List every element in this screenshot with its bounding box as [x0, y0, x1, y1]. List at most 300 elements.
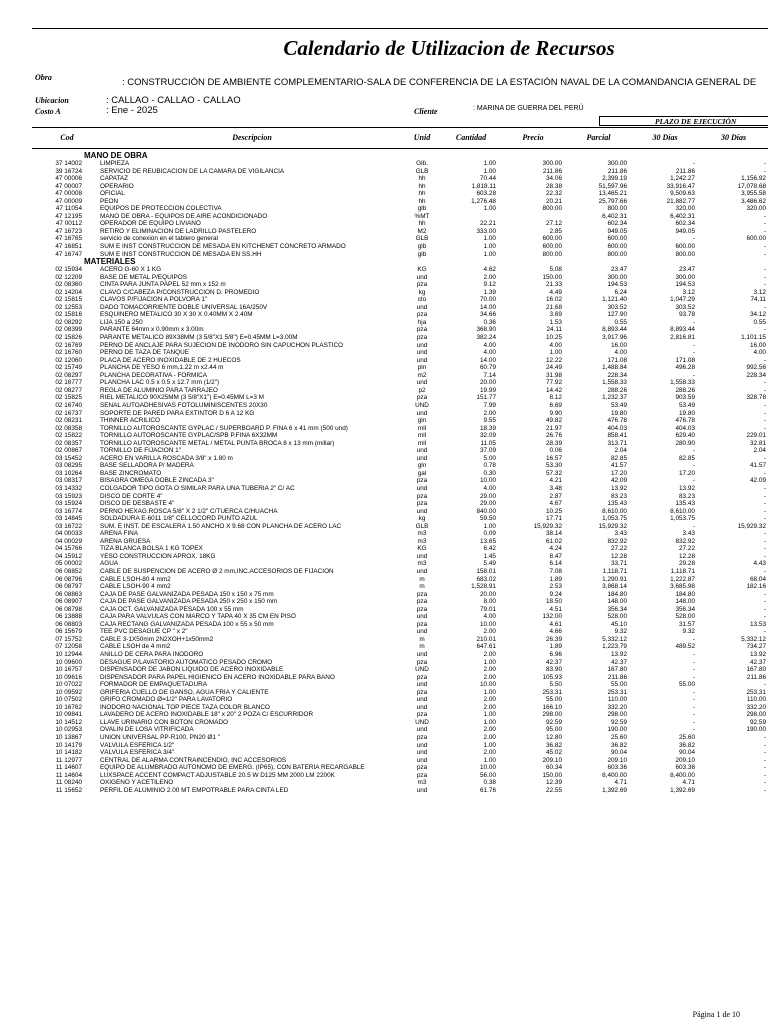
cell-descripcion: LLAVE URINARIO CON BOTON CROMADO — [100, 718, 228, 726]
cell-precio: 9.24 — [549, 590, 562, 598]
table-row — [32, 538, 768, 546]
col-parcial: Parcial — [586, 133, 611, 142]
cell-dias-1: - — [692, 651, 695, 658]
cell-parcial: 313.71 — [607, 439, 627, 447]
cell-precio: 42.37 — [546, 658, 562, 666]
cell-dias-2: 42.37 — [750, 658, 766, 666]
table-row — [32, 530, 768, 538]
cell-cod: 03 14332 — [55, 484, 82, 492]
cell-dias-1: 53.49 — [679, 401, 695, 409]
table-row — [32, 432, 768, 440]
table-row — [32, 598, 768, 606]
cell-cantidad: 10.00 — [480, 477, 496, 485]
cell-unid: und — [416, 756, 428, 764]
cell-cod: 02 16777 — [55, 379, 82, 387]
cell-unid: m — [419, 643, 425, 651]
table-row — [32, 175, 768, 183]
cell-parcial: 211.86 — [607, 167, 627, 175]
cell-cod: 03 16774 — [55, 507, 82, 515]
table-row — [32, 523, 768, 531]
cell-dias-2: - — [763, 409, 766, 417]
cell-dias-1: - — [692, 318, 695, 326]
cell-unid: pza — [416, 492, 428, 500]
cell-descripcion: TIZA BLANCA BOLSA 1 KG TOPEX — [100, 545, 203, 553]
cell-cod: 02 00867 — [55, 447, 82, 455]
cell-unid: und — [416, 379, 428, 387]
cell-cantidad: 61.76 — [480, 786, 496, 794]
cell-cod: 02 12209 — [55, 273, 82, 281]
cell-unid: und — [416, 786, 428, 794]
cell-dias-1: - — [692, 160, 695, 167]
cell-precio: 3.48 — [549, 484, 562, 492]
table-row — [32, 243, 768, 251]
cell-unid: m3 — [417, 779, 427, 787]
cell-cantidad: 2.00 — [483, 628, 496, 636]
cell-dias-2: 734.27 — [746, 643, 766, 651]
cell-cod: 11 14607 — [55, 764, 82, 772]
cell-descripcion: PARANTE 64mm x 0.90mm x 3.00m — [100, 326, 204, 334]
cell-precio: 12.22 — [546, 356, 562, 364]
table-row — [32, 440, 768, 448]
cell-cantidad: 4.00 — [483, 341, 496, 349]
col-cantidad: Cantidad — [455, 133, 487, 142]
cell-cantidad: 333.00 — [476, 227, 496, 235]
cell-dias-2: 3.12 — [753, 288, 766, 296]
cell-dias-1: - — [692, 235, 695, 243]
cell-dias-1: 404.03 — [675, 424, 695, 432]
cell-dias-2: - — [763, 507, 766, 515]
cell-dias-1: 288.26 — [675, 386, 695, 394]
cell-precio: 18.50 — [546, 598, 562, 606]
table-row — [32, 342, 768, 350]
cell-precio: 9.90 — [549, 409, 562, 417]
cell-cod: 03 10264 — [55, 469, 82, 477]
cell-dias-2: 34.12 — [750, 311, 766, 319]
cell-cantidad: 1.45 — [483, 552, 496, 560]
cell-cod: 11 15652 — [55, 786, 82, 794]
cell-parcial: 55.00 — [611, 681, 627, 689]
cell-precio: 57.32 — [546, 469, 562, 477]
cell-cod: 02 16737 — [55, 409, 82, 417]
cell-unid: UND — [415, 401, 429, 409]
cell-dias-2: 5,332.12 — [741, 635, 766, 643]
table-row — [32, 281, 768, 289]
cell-dias-2: 190.00 — [746, 726, 766, 734]
cell-unid: cto — [417, 296, 427, 304]
col-cod: Cod — [60, 133, 74, 142]
table-row — [32, 417, 768, 425]
cell-dias-1: 31.57 — [679, 620, 695, 628]
cell-descripcion: PEON — [100, 197, 119, 205]
cell-dias-2: - — [763, 417, 766, 425]
cell-cod: 04 00029 — [55, 537, 82, 545]
cell-cod: 03 08317 — [55, 477, 82, 485]
cell-dias-1: 93.78 — [679, 311, 695, 319]
cell-parcial: 42.09 — [611, 477, 627, 485]
cell-unid: und — [416, 726, 428, 734]
cell-precio: 4.49 — [549, 288, 562, 296]
cell-descripcion: SUM. E INST. DE ESCALERA 1.50 ANCHO X 9.68 CON PLANCHA DE ACERO LAC — [100, 522, 342, 530]
cell-descripcion: INODORO NACIONAL TOP PIECE TAZA COLOR BLANCO — [100, 703, 270, 711]
cell-cod: 02 16769 — [55, 341, 82, 349]
cell-dias-2: - — [763, 243, 766, 251]
cell-cod: 02 12060 — [55, 356, 82, 364]
cell-cantidad: 368.90 — [476, 326, 496, 334]
cell-cod: 47 16723 — [55, 227, 82, 235]
cell-parcial: 1,488.84 — [602, 364, 627, 372]
cell-unid: UND — [415, 718, 429, 726]
table-row — [32, 319, 768, 327]
cell-cantidad: 10.00 — [480, 681, 496, 689]
cell-precio: 800.00 — [542, 250, 562, 258]
cell-precio: 2.53 — [549, 583, 562, 591]
cell-unid: mll — [417, 432, 427, 440]
cell-cod: 02 15816 — [55, 311, 82, 319]
table-row — [32, 772, 768, 780]
cell-cod: 47 11054 — [55, 205, 82, 213]
table-row — [32, 198, 768, 206]
cell-dias-2: - — [763, 492, 766, 500]
cell-cod: 10 14182 — [55, 749, 82, 757]
cell-precio: 105.93 — [542, 673, 562, 681]
cell-dias-2: 13.92 — [750, 651, 766, 658]
cell-cantidad: 1.00 — [483, 658, 496, 666]
cell-dias-1: 603.36 — [675, 764, 695, 772]
section-heading — [32, 152, 768, 160]
cell-cantidad: 2.00 — [483, 696, 496, 704]
cell-cantidad: 1,528.91 — [471, 583, 496, 591]
cell-cod: 02 08292 — [55, 318, 82, 326]
cell-dias-2: 211.86 — [746, 673, 766, 681]
cell-dias-1: 25.60 — [679, 734, 695, 742]
cell-dias-1: 135.43 — [675, 500, 695, 508]
cell-dias-2: 110.00 — [746, 696, 766, 704]
cell-cod: 02 08231 — [55, 417, 82, 425]
cell-cod: 39 16724 — [55, 167, 82, 175]
cell-dias-1: 2,816.81 — [670, 334, 695, 342]
cell-cantidad: 1.00 — [483, 741, 496, 749]
cell-dias-2: 2.04 — [753, 447, 766, 455]
cell-cod: 02 15825 — [55, 394, 82, 402]
cell-dias-1: - — [692, 673, 695, 681]
cell-precio: 4.61 — [549, 620, 562, 628]
table-row — [32, 643, 768, 651]
cell-parcial: 12.28 — [611, 552, 627, 560]
cell-descripcion: FORMADOR DE EMPAQUETADURA — [100, 681, 207, 689]
cell-dias-2: 42.09 — [750, 477, 766, 485]
cell-parcial: 528.00 — [607, 613, 627, 621]
table-row — [32, 674, 768, 682]
cell-dias-1: 4.71 — [682, 779, 695, 787]
cell-precio: 12.39 — [546, 779, 562, 787]
cell-parcial: 1,232.37 — [602, 394, 627, 402]
cell-dias-1: - — [692, 447, 695, 455]
cell-descripcion: CAPATAZ — [100, 175, 129, 183]
cell-unid: pza — [416, 620, 428, 628]
cell-unid: pza — [416, 334, 428, 342]
cell-unid: und — [416, 552, 428, 560]
table-row — [32, 168, 768, 176]
cell-descripcion: PLACA DE ACERO INOXIDABLE DE 2 HUECOS — [100, 356, 241, 364]
cell-dias-2: 3,486.62 — [741, 197, 766, 205]
cell-dias-2: - — [763, 356, 766, 364]
cell-cantidad: 2.00 — [483, 726, 496, 734]
cell-unid: und — [416, 356, 428, 364]
cell-descripcion: OXIGENO Y ACETILENO — [100, 779, 174, 787]
cell-cod: 03 16722 — [55, 522, 82, 530]
table-row — [32, 470, 768, 478]
cell-cantidad: 1,276.48 — [471, 197, 496, 205]
cell-precio: 132.00 — [542, 613, 562, 621]
cell-dias-1: - — [692, 462, 695, 470]
cell-descripcion: OPERARIO — [100, 182, 134, 190]
section-title: MANO DE OBRA — [84, 152, 148, 160]
cell-parcial: 600.00 — [607, 235, 627, 243]
cell-parcial: 298.00 — [607, 711, 627, 719]
cell-dias-1: 21,882.77 — [666, 197, 695, 205]
cell-unid: pza — [416, 477, 428, 485]
cell-dias-2: 68.04 — [750, 575, 766, 583]
cell-precio: 21.97 — [546, 424, 562, 432]
cell-precio: 53.30 — [546, 462, 562, 470]
cell-unid: und — [416, 349, 428, 357]
cell-unid: pza — [416, 764, 428, 772]
cell-descripcion: DISCO DE DESBASTE 4" — [100, 500, 175, 508]
cell-descripcion: COLGADOR TIPO GOTA O SIMILAR PARA UNA TUBERIA 2" C/ AC — [100, 484, 295, 492]
page-number: Página 1 de 10 — [692, 1010, 740, 1019]
cell-dias-1: 13.92 — [679, 484, 695, 492]
table-row — [32, 515, 768, 523]
cell-dias-2: - — [763, 613, 766, 621]
cell-descripcion: TORNILLO AUTOROSCANTE GYPLAC / SUPERBOARD P. FINA 6 x 41 mm (500 und) — [100, 424, 348, 432]
table-row — [32, 357, 768, 365]
cell-precio: 10.25 — [546, 334, 562, 342]
cell-cantidad: 20.00 — [480, 379, 496, 387]
cell-dias-2: - — [763, 386, 766, 394]
cell-cantidad: 6.42 — [483, 545, 496, 553]
costo-label: Costo A — [35, 107, 61, 116]
table-row — [32, 711, 768, 719]
cell-dias-1: 1,118.71 — [670, 567, 695, 575]
table-row — [32, 636, 768, 644]
cell-cantidad: 0.78 — [483, 462, 496, 470]
cell-dias-1: 8,610.00 — [670, 507, 695, 515]
cell-dias-2: 41.57 — [750, 462, 766, 470]
cell-unid: und — [416, 696, 428, 704]
cell-descripcion: servicio de conexion en el tablero general — [100, 235, 218, 243]
cell-precio: 298.00 — [542, 711, 562, 719]
cell-unid: m3 — [417, 537, 427, 545]
cell-dias-2: 253.31 — [746, 688, 766, 696]
cell-descripcion: CABLE LSOH-80 4 mm2 — [100, 575, 171, 583]
cell-dias-1: 800.00 — [675, 250, 695, 258]
cell-descripcion: SUM E INST CONSTRUCCIÓN DE MESADA EN SS.HH — [100, 250, 262, 258]
cell-cod: 03 15923 — [55, 492, 82, 500]
cell-cod: 47 16851 — [55, 243, 82, 251]
cell-unid: %MT — [414, 212, 430, 220]
cell-cod: 10 16757 — [55, 666, 82, 674]
cell-precio: 2.87 — [549, 492, 562, 500]
cell-descripcion: THINNER ACRILICO — [100, 417, 161, 425]
cell-descripcion: VÁLVULA ESFÉRICA 3/4" — [100, 749, 175, 757]
cell-cod: 02 14204 — [55, 288, 82, 296]
cell-unid: gln — [417, 417, 427, 425]
cell-dias-1: 496.28 — [675, 364, 695, 372]
cell-cod: 47 00112 — [55, 220, 82, 228]
cell-parcial: 404.03 — [607, 424, 627, 432]
cell-precio: 5.08 — [549, 266, 562, 274]
cell-precio: 600.00 — [542, 235, 562, 243]
cell-unid: und — [416, 303, 428, 311]
cell-parcial: 303.52 — [607, 303, 627, 311]
cell-dias-1: - — [692, 726, 695, 734]
cell-dias-1: 29.28 — [679, 560, 695, 568]
table-row — [32, 591, 768, 599]
cell-cantidad: 1.00 — [483, 243, 496, 251]
cell-precio: 800.00 — [542, 205, 562, 213]
cell-dias-1: - — [692, 371, 695, 379]
cell-precio: 6.69 — [549, 401, 562, 409]
cell-precio: 8.47 — [549, 552, 562, 560]
cell-cantidad: 79.01 — [480, 605, 496, 613]
cell-descripcion: AGUA — [100, 560, 119, 568]
cell-parcial: 9.32 — [614, 628, 627, 636]
cell-precio: 166.10 — [542, 703, 562, 711]
cell-parcial: 42.37 — [611, 658, 627, 666]
cell-dias-1: 83.23 — [679, 492, 695, 500]
cell-parcial: 167.80 — [607, 666, 627, 674]
cell-precio: 31.98 — [546, 371, 562, 379]
cell-precio: 8.12 — [549, 394, 562, 402]
cell-dias-1: 356.34 — [675, 605, 695, 613]
cell-dias-2: 228.34 — [746, 371, 766, 379]
cell-cod: 10 07502 — [55, 696, 82, 704]
cell-parcial: 25,797.66 — [598, 197, 627, 205]
cell-precio: 27.12 — [546, 220, 562, 228]
cell-cod: 02 08357 — [55, 439, 82, 447]
cell-descripcion: CAJA DE PASE GALVANIZADA PESADA 150 x 150 x 75 mm — [100, 590, 274, 598]
cell-descripcion: PERFIL DE ALUMINIO 2.00 MT EMPOTRABLE PARA CINTA LED — [100, 786, 289, 794]
cell-cantidad: 1,818.11 — [471, 182, 496, 190]
cell-parcial: 356.34 — [607, 605, 627, 613]
cell-unid: pza — [416, 281, 428, 289]
cell-unid: kg — [418, 515, 426, 523]
cell-descripcion: DESAGUE P/LAVATORIO AUTOMATICO PESADO CROMO — [100, 658, 273, 666]
cell-precio: 28.38 — [546, 182, 562, 190]
cell-descripcion: ANILLO DE CERA PARA INODORO — [100, 651, 204, 658]
cell-dias-1: 90.04 — [679, 749, 695, 757]
cell-descripcion: SOPORTE DE PARED PARA EXTINTOR D 6 A 12 KG — [100, 409, 255, 417]
cell-dias-1: - — [692, 688, 695, 696]
cell-cod: 47 00007 — [55, 182, 82, 190]
cell-dias-2: 92.59 — [750, 718, 766, 726]
cell-dias-2: - — [763, 469, 766, 477]
cell-parcial: 8,893.44 — [602, 326, 627, 334]
cell-dias-2: - — [763, 598, 766, 606]
table-row — [32, 410, 768, 418]
cell-dias-1: 1,392.69 — [670, 786, 695, 794]
cell-cantidad: 647.61 — [476, 643, 496, 651]
table-row — [32, 659, 768, 667]
cell-cod: 05 00002 — [55, 560, 82, 568]
cell-parcial: 110.00 — [607, 696, 627, 704]
cell-descripcion: OVALIN DE LOSA VITRIFICADA — [100, 726, 194, 734]
cell-parcial: 228.34 — [607, 371, 627, 379]
cell-parcial: 4.71 — [614, 779, 627, 787]
cliente-value: : MARINA DE GUERRA DEL PERÚ — [473, 105, 584, 112]
cell-unid: hh — [418, 197, 426, 205]
cell-parcial: 800.00 — [607, 250, 627, 258]
cell-cod: 10 09600 — [55, 658, 82, 666]
cell-parcial: 127.90 — [607, 311, 627, 319]
cell-precio: 2.85 — [549, 227, 562, 235]
cell-dias-1: - — [692, 477, 695, 485]
cell-parcial: 171.08 — [607, 356, 627, 364]
cell-cantidad: 70.44 — [480, 175, 496, 183]
cell-dias-1: 1,053.75 — [670, 515, 695, 523]
table-row — [32, 719, 768, 727]
cell-dias-2: 600.00 — [746, 235, 766, 243]
cell-dias-2: 15,929.32 — [737, 522, 766, 530]
cell-unid: p2 — [418, 386, 426, 394]
cell-precio: 6.14 — [549, 560, 562, 568]
cell-cantidad: 56.00 — [480, 771, 496, 779]
table-row — [32, 447, 768, 455]
cell-precio: 1.53 — [549, 318, 562, 326]
cell-parcial: 3,917.96 — [602, 334, 627, 342]
table-row — [32, 621, 768, 629]
cell-descripcion: CAJA DE PASE GALVANIZADA PESADA 250 x 250 x 150 mm — [100, 598, 278, 606]
cell-dias-1: 184.80 — [675, 590, 695, 598]
cell-dias-2: - — [763, 764, 766, 772]
cell-precio: 5.50 — [549, 681, 562, 689]
cell-unid: m — [419, 635, 425, 643]
table-row — [32, 787, 768, 795]
cell-descripcion: BASE SELLADORA P/ MADERA — [100, 462, 194, 470]
obra-label: Obra — [35, 73, 52, 82]
table-row — [32, 560, 768, 568]
cell-descripcion: PERNO DE ANCLAJE PARA SUJECION DE INODORO SIN CAPUCHON PLASTICO — [100, 341, 344, 349]
cell-descripcion: SERVICIO DE REUBICACION DE LA CAMARA DE VIGILANCIA — [100, 167, 285, 175]
cell-cantidad: 683.02 — [476, 575, 496, 583]
cell-unid: pza — [416, 500, 428, 508]
cell-dias-1: 12.28 — [679, 552, 695, 560]
cell-precio: 49.82 — [546, 417, 562, 425]
cell-dias-2: - — [763, 771, 766, 779]
cell-dias-2: - — [763, 424, 766, 432]
cell-cantidad: 7.14 — [483, 371, 496, 379]
cell-parcial: 332.20 — [607, 703, 627, 711]
cell-cod: 02 16740 — [55, 401, 82, 409]
cell-descripcion: ACERO G-60 X 1 KG — [100, 266, 162, 274]
cell-cantidad: 1.00 — [483, 718, 496, 726]
cell-parcial: 8,610.00 — [602, 507, 627, 515]
cell-unid: gln — [417, 462, 427, 470]
cell-unid: kg — [418, 288, 426, 296]
cell-dias-1: 1,242.27 — [670, 175, 695, 183]
cell-descripcion: BISAGRA OMEGA DOBLE ZINCADA 3" — [100, 477, 214, 485]
cell-dias-2: - — [763, 326, 766, 334]
cell-dias-1: 476.78 — [675, 417, 695, 425]
cell-cantidad: 18.39 — [480, 424, 496, 432]
cell-cantidad: 210.01 — [476, 635, 496, 643]
cell-cod: 06 08852 — [55, 567, 82, 575]
cell-descripcion: TORNILLO AUTOROSCANTE GYPLAC/SPB P.FINA 6X32MM — [100, 432, 278, 440]
cell-dias-1: 148.00 — [675, 598, 695, 606]
cell-dias-2: - — [763, 537, 766, 545]
cell-precio: 55.00 — [546, 696, 562, 704]
cell-precio: 22.55 — [546, 786, 562, 794]
